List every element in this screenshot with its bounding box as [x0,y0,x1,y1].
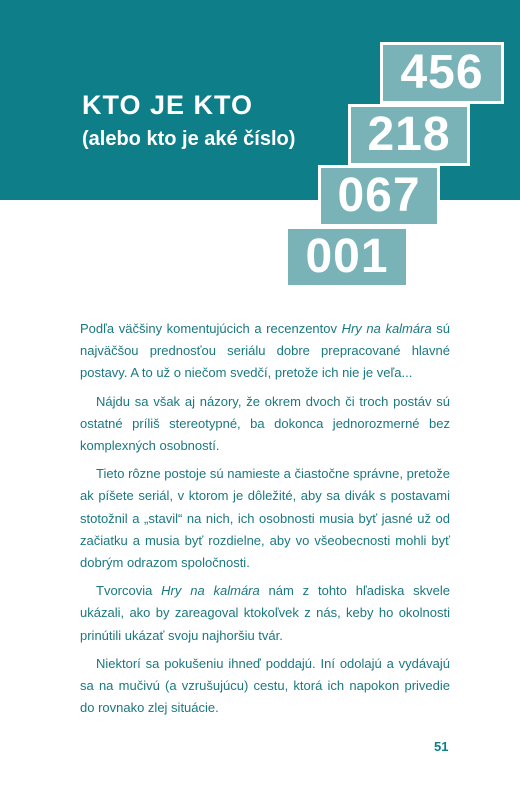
number-box-456: 456 [380,42,504,104]
paragraph-4-text-b: nám z tohto hľadiska skvele ukázali, ako by zareagoval ktokoľvek z nás, keby ho okolnosti prinútili ukázať svoju najhoršiu tvár. [80,583,450,643]
paragraph-2 [80,391,450,458]
paragraph-4-title-italic: Hry na kalmára [161,583,260,599]
paragraph-4 [80,580,450,647]
paragraph-5 [80,653,450,720]
number-box-067: 067 [318,165,440,227]
paragraph-1-title-italic: Hry na kalmára [341,321,432,336]
body-text [80,318,450,725]
paragraph-4-text-a: Tvorcovia [96,583,162,599]
page-number: 51 [434,739,449,754]
paragraph-3 [80,463,450,574]
paragraph-1-text-a: Podľa väčšiny komentujúcich a recenzentov [80,321,342,336]
number-box-001: 001 [285,226,409,288]
paragraph-1 [80,318,450,385]
paragraph-5-text: Niektorí sa pokušeniu ihneď poddajú. Iní odolajú a vydávajú sa na mučivú (a vzrušujúcu) cestu, ktorá ich napokon privedie do rovnako zlej situácie. [80,655,450,716]
number-box-218: 218 [348,104,470,166]
paragraph-2-text: Nájdu sa však aj názory, že okrem dvoch či troch postáv sú ostatné príliš stereotypné, ba dokonca jednorozmerné bez komplexných osobností. [80,393,450,454]
chapter-title: KTO JE KTO [82,90,254,120]
chapter-subtitle: (alebo kto je aké číslo) [82,128,296,150]
paragraph-3-text: Tieto rôzne postoje sú namieste a čiastočne správne, pretože ak píšete seriál, v ktorom je dôležité, aby sa divák s postavami stotožnil a „stavil“ na nich, ich osobnosti musia byť jasné už od začiatku a musia byť rozdielne, aby vo všeobecnosti mohli byť dobrým odrazom spoločnosti. [80,466,450,571]
paragraph-1-text-b: sú najväčšou prednosťou seriálu dobre prepracované hlavné postavy. A to už o niečom svedčí, pretože ich nie je veľa... [80,321,451,381]
